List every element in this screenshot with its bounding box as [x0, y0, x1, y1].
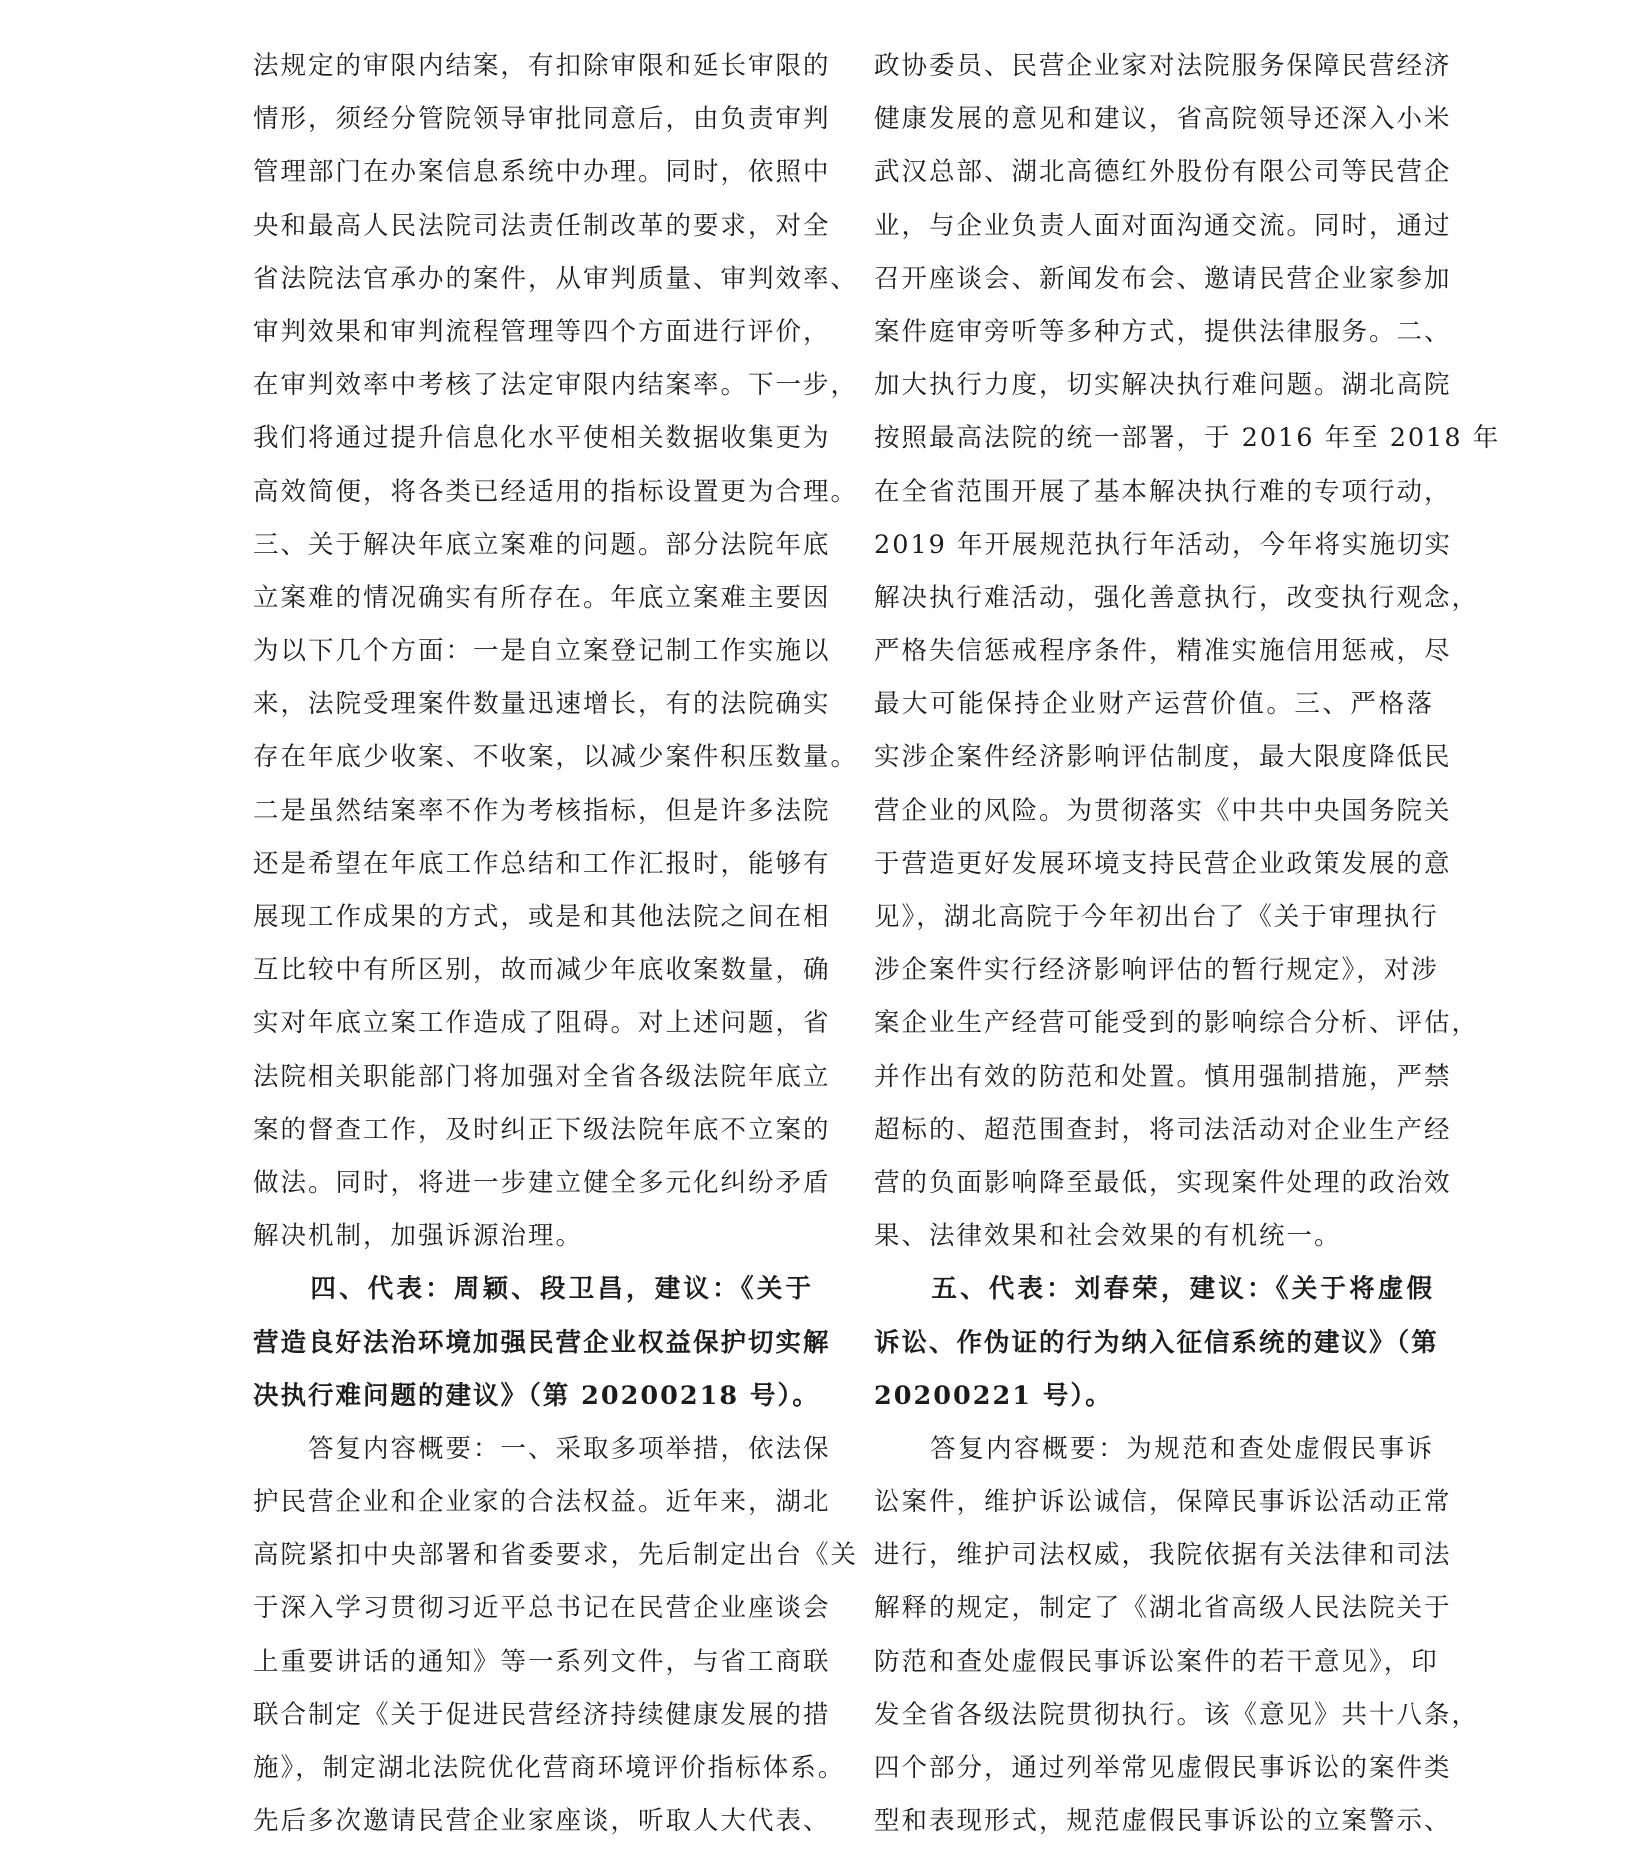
text-line: 来，法院受理案件数量迅速增长，有的法院确实	[253, 689, 831, 720]
text-line: 情形，须经分管院领导审批同意后，由负责审判	[253, 104, 831, 135]
text-line: 严格失信惩戒程序条件，精准实施信用惩戒，尽	[874, 636, 1452, 667]
text-line: 高效简便，将各类已经适用的指标设置更为合理。	[253, 476, 859, 507]
text-line: 做法。同时，将进一步建立健全多元化纠纷矛盾	[253, 1167, 831, 1198]
text-line: 发全省各级法院贯彻执行。该《意见》共十八条，	[874, 1699, 1480, 1730]
text-line: 审判效果和审判流程管理等四个方面进行评价，	[253, 316, 831, 347]
text-line: 最大可能保持企业财产运营价值。三、严格落	[874, 689, 1434, 720]
text-line: 案企业生产经营可能受到的影响综合分析、评估，	[874, 1008, 1480, 1039]
heading-line: 营造良好法治环境加强民营企业权益保护切实解	[253, 1327, 831, 1358]
left-text-column	[253, 40, 859, 1848]
heading-line: 决执行难问题的建议》（第 20200218 号）。	[253, 1380, 820, 1411]
text-line: 型和表现形式，规范虚假民事诉讼的立案警示、	[874, 1806, 1452, 1837]
text-line: 于营造更好发展环境支持民营企业政策发展的意	[874, 848, 1452, 879]
text-line: 超标的、超范围查封，将司法活动对企业生产经	[874, 1114, 1452, 1145]
text-line: 施》，制定湖北法院优化营商环境评价指标体系。	[253, 1753, 846, 1783]
text-line: 果、法律效果和社会效果的有机统一。	[874, 1221, 1342, 1252]
text-line: 联合制定《关于促进民营经济持续健康发展的措	[253, 1699, 831, 1730]
heading-line: 四、代表：周颖、段卫昌，建议：《关于	[253, 1274, 813, 1305]
text-line: 为以下几个方面：一是自立案登记制工作实施以	[253, 636, 831, 667]
text-line: 涉企案件实行经济影响评估的暂行规定》，对涉	[874, 955, 1439, 986]
heading-line: 20200221 号）。	[874, 1380, 1113, 1411]
text-line: 我们将通过提升信息化水平使相关数据收集更为	[253, 423, 831, 454]
text-line: 于深入学习贯彻习近平总书记在民营企业座谈会	[253, 1593, 831, 1624]
text-line: 健康发展的意见和建议，省高院领导还深入小米	[874, 104, 1452, 135]
text-line: 业，与企业负责人面对面沟通交流。同时，通过	[874, 210, 1452, 241]
text-line: 按照最高法院的统一部署，于 2016 年至 2018 年	[874, 423, 1501, 454]
text-line: 讼案件，维护诉讼诚信，保障民事诉讼活动正常	[874, 1487, 1452, 1518]
text-line: 法规定的审限内结案，有扣除审限和延长审限的	[253, 51, 831, 81]
text-line: 答复内容概要：为规范和查处虚假民事诉	[874, 1433, 1434, 1464]
text-line: 2019 年开展规范执行年活动，今年将实施切实	[874, 529, 1453, 560]
text-line: 存在年底少收案、不收案，以减少案件积压数量。	[253, 742, 859, 773]
text-line: 二是虽然结案率不作为考核指标，但是许多法院	[253, 795, 831, 826]
text-line: 政协委员、民营企业家对法院服务保障民营经济	[874, 51, 1452, 81]
text-line: 答复内容概要：一、采取多项举措，依法保	[253, 1433, 831, 1464]
text-line: 案件庭审旁听等多种方式，提供法律服务。二、	[874, 316, 1452, 347]
text-line: 高院紧扣中央部署和省委要求，先后制定出台《关	[253, 1540, 859, 1571]
text-line: 法院相关职能部门将加强对全省各级法院年底立	[253, 1061, 831, 1092]
text-line: 立案难的情况确实有所存在。年底立案难主要因	[253, 582, 831, 613]
text-line: 互比较中有所区别，故而减少年底收案数量，确	[253, 955, 831, 986]
text-line: 实对年底立案工作造成了阻碍。对上述问题，省	[253, 1008, 831, 1039]
heading-line: 五、代表：刘春荣，建议：《关于将虚假	[874, 1274, 1434, 1305]
text-line: 上重要讲话的通知》等一系列文件，与省工商联	[253, 1646, 831, 1677]
text-line: 三、关于解决年底立案难的问题。部分法院年底	[253, 529, 831, 560]
text-line: 省法院法官承办的案件，从审判质量、审判效率、	[253, 263, 859, 294]
text-line: 在全省范围开展了基本解决执行难的专项行动，	[874, 476, 1452, 507]
text-line: 展现工作成果的方式，或是和其他法院之间在相	[253, 902, 831, 932]
text-line: 案的督查工作，及时纠正下级法院年底不立案的	[253, 1114, 831, 1145]
text-line: 央和最高人民法院司法责任制改革的要求，对全	[253, 210, 831, 241]
text-line: 进行，维护司法权威，我院依据有关法律和司法	[874, 1540, 1452, 1571]
text-line: 实涉企案件经济影响评估制度，最大限度降低民	[874, 742, 1452, 773]
text-line: 解决机制，加强诉源治理。	[253, 1221, 584, 1252]
text-line: 还是希望在年底工作总结和工作汇报时，能够有	[253, 848, 831, 879]
text-line: 营的负面影响降至最低，实现案件处理的政治效	[874, 1167, 1452, 1198]
text-line: 先后多次邀请民营企业家座谈，听取人大代表、	[253, 1806, 831, 1837]
text-line: 召开座谈会、新闻发布会、邀请民营企业家参加	[874, 263, 1452, 294]
text-line: 管理部门在办案信息系统中办理。同时，依照中	[253, 157, 831, 188]
text-line: 加大执行力度，切实解决执行难问题。湖北高院	[874, 370, 1452, 401]
text-line: 防范和查处虚假民事诉讼案件的若干意见》，印	[874, 1646, 1439, 1677]
right-text-column	[874, 40, 1501, 1848]
text-line: 解释的规定，制定了《湖北省高级人民法院关于	[874, 1593, 1452, 1624]
text-line: 并作出有效的防范和处置。慎用强制措施，严禁	[874, 1061, 1452, 1092]
text-line: 营企业的风险。为贯彻落实《中共中央国务院关	[874, 795, 1452, 826]
text-line: 四个部分，通过列举常见虚假民事诉讼的案件类	[874, 1753, 1452, 1783]
text-line: 在审判效率中考核了法定审限内结案率。下一步，	[253, 370, 859, 401]
text-line: 护民营企业和企业家的合法权益。近年来，湖北	[253, 1487, 831, 1518]
text-line: 武汉总部、湖北高德红外股份有限公司等民营企	[874, 157, 1452, 188]
text-line: 见》，湖北高院于今年初出台了《关于审理执行	[874, 902, 1439, 932]
heading-line: 诉讼、作伪证的行为纳入征信系统的建议》（第	[874, 1327, 1439, 1358]
text-line: 解决执行难活动，强化善意执行，改变执行观念，	[874, 582, 1480, 613]
